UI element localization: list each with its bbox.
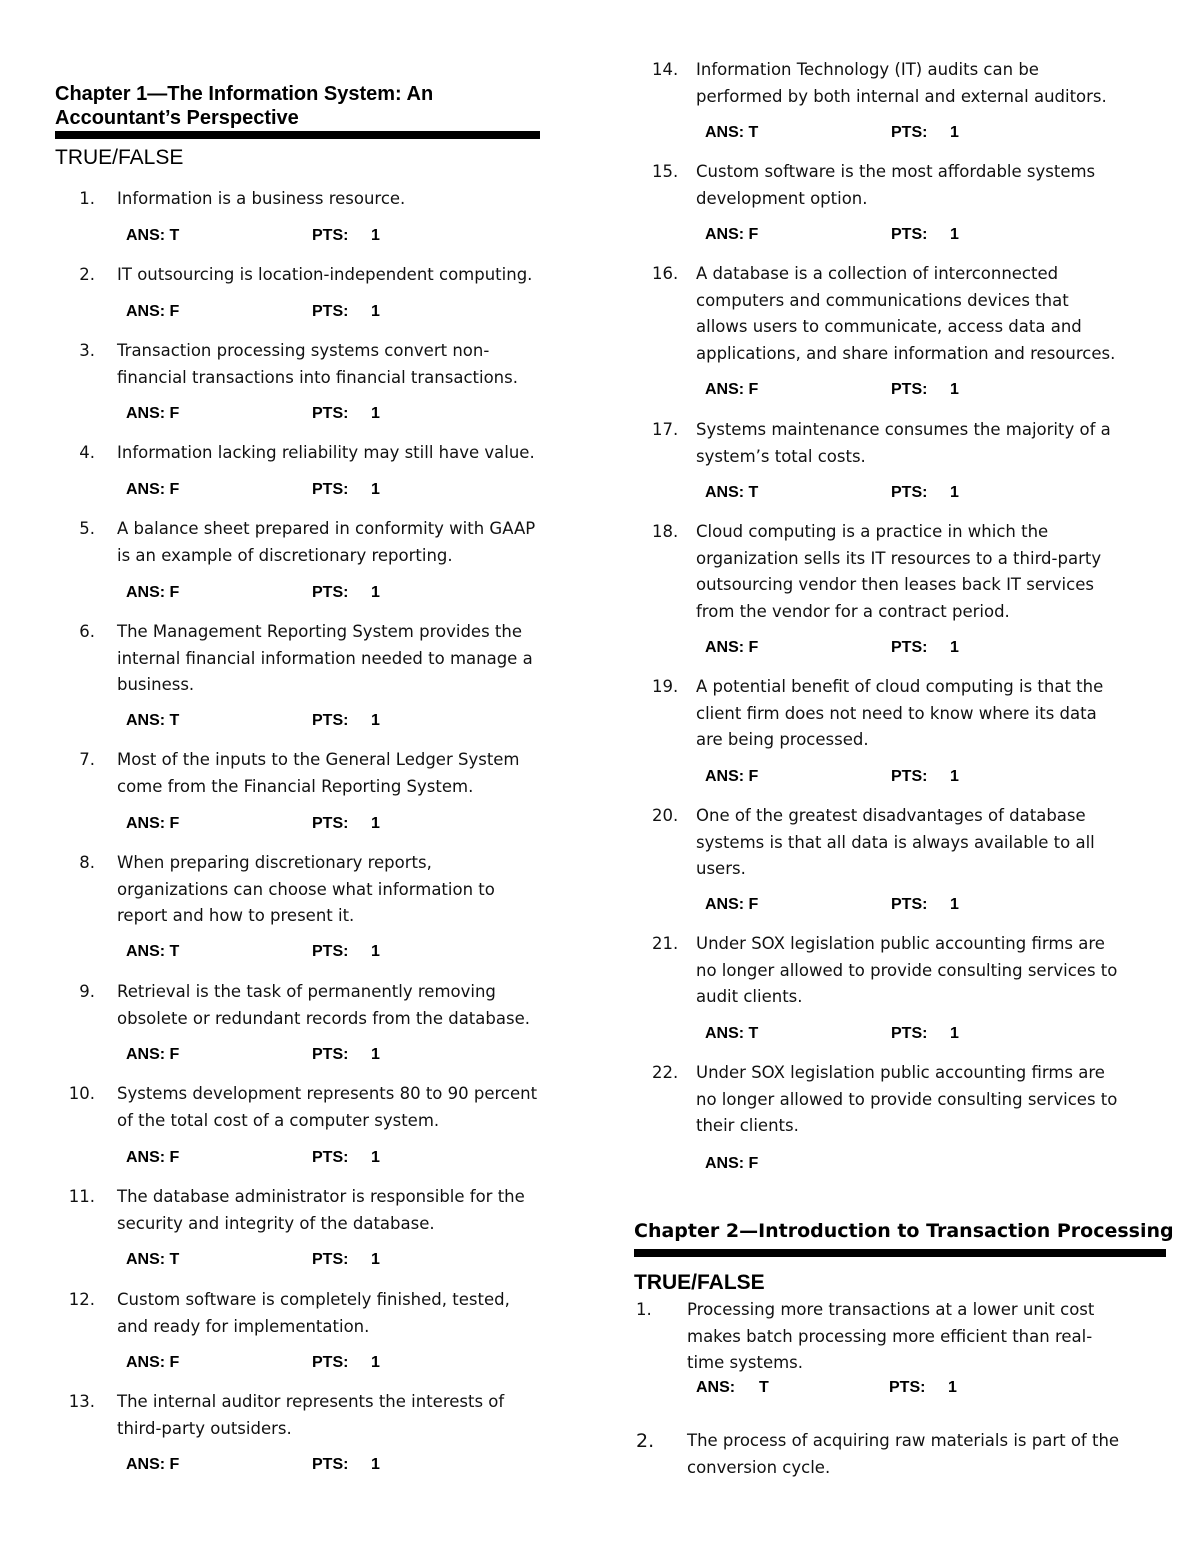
points-label: PTS:	[891, 124, 928, 141]
points-value: 1	[371, 1251, 380, 1268]
points-label: PTS:	[312, 303, 349, 320]
question-text-line: business.	[117, 675, 195, 694]
points-value: 1	[948, 1379, 957, 1396]
question-number: 16.	[652, 264, 679, 283]
question-number: 14.	[652, 60, 679, 79]
chapter-1-title-line-2: Accountant’s Perspective	[55, 107, 299, 129]
question-text-line: internal financial information needed to manage a	[117, 648, 533, 668]
question-number: 5.	[79, 519, 95, 538]
answer-value: ANS: T	[126, 712, 180, 729]
points-label: PTS:	[891, 381, 928, 398]
points-label: PTS:	[891, 896, 928, 913]
question-number: 1.	[79, 189, 95, 208]
question-text-line: security and integrity of the database.	[117, 1213, 435, 1233]
answer-value: ANS: F	[126, 303, 180, 320]
question-text-line: come from the Financial Reporting System.	[117, 776, 474, 796]
points-label: PTS:	[312, 1354, 349, 1371]
question-text-line: organizations can choose what information to	[117, 879, 495, 899]
question-number: 8.	[79, 853, 95, 872]
question-text-line: makes batch processing more efficient than real-	[687, 1326, 1093, 1346]
question-text-line: no longer allowed to provide consulting services to	[696, 1089, 1118, 1109]
question-text-line: allows users to communicate, access data and	[696, 317, 1082, 336]
question-text	[117, 850, 495, 930]
question-text-line: client firm does not need to know where its data	[696, 703, 1097, 723]
points-label: PTS:	[312, 815, 349, 832]
question-text-line: is an example of discretionary reporting.	[117, 545, 453, 565]
question-text-line: A balance sheet prepared in conformity with GAAP	[117, 519, 536, 538]
points-value: 1	[950, 381, 959, 398]
points-value: 1	[950, 896, 959, 913]
points-label: PTS:	[312, 1456, 349, 1473]
points-value: 1	[371, 943, 380, 960]
chapter-2-section-heading: TRUE/FALSE	[634, 1271, 765, 1294]
points-value: 1	[950, 768, 959, 785]
answer-value: ANS: T	[705, 484, 759, 501]
question-text	[696, 261, 1115, 367]
question-text	[696, 57, 1107, 110]
points-value: 1	[371, 227, 380, 244]
question-text-line: Custom software is the most affordable systems	[696, 162, 1096, 181]
answer-value: ANS: F	[126, 1149, 180, 1166]
question-text-line: computers and communications devices that	[696, 290, 1069, 310]
question-number: 15.	[652, 162, 679, 181]
answer-value: ANS: F	[705, 1155, 759, 1172]
question-text	[696, 674, 1103, 754]
chapter-1-section-heading: TRUE/FALSE	[55, 146, 184, 169]
question-number: 2.	[636, 1430, 655, 1452]
question-text-line: performed by both internal and external auditors.	[696, 86, 1107, 106]
points-value: 1	[371, 1456, 380, 1473]
chapter-2-title: Chapter 2—Introduction to Transaction Processing	[634, 1220, 1174, 1242]
question-text-line: Systems development represents 80 to 90 percent	[117, 1084, 538, 1103]
question-text	[696, 803, 1095, 883]
points-label: PTS:	[891, 1025, 928, 1042]
question-text-line: conversion cycle.	[687, 1457, 831, 1477]
question-text-line: Processing more transactions at a lower unit cost	[687, 1300, 1095, 1319]
question-text-line: systems is that all data is always available to all	[696, 832, 1095, 852]
points-label: PTS:	[312, 481, 349, 498]
points-value: 1	[371, 405, 380, 422]
question-text	[117, 1184, 525, 1237]
question-text	[117, 186, 405, 213]
question-text	[687, 1297, 1094, 1377]
answer-value: ANS: T	[126, 227, 180, 244]
question-number: 20.	[652, 806, 679, 825]
question-number: 9.	[79, 982, 95, 1001]
points-label: PTS:	[312, 227, 349, 244]
points-value: 1	[371, 584, 380, 601]
question-text	[117, 1081, 537, 1134]
points-label: PTS:	[312, 1149, 349, 1166]
points-label: PTS:	[891, 768, 928, 785]
question-text-line: no longer allowed to provide consulting services to	[696, 960, 1118, 980]
question-text-line: The process of acquiring raw materials is part of the	[687, 1431, 1120, 1450]
question-text	[696, 159, 1095, 212]
question-text-line: Information is a business resource.	[117, 189, 406, 208]
answer-value: ANS: F	[705, 226, 759, 243]
points-label: PTS:	[891, 639, 928, 656]
question-text	[117, 440, 535, 467]
question-text-line: organization sells its IT resources to a third-party	[696, 548, 1102, 568]
question-text	[117, 338, 518, 391]
question-text	[696, 417, 1111, 470]
points-value: 1	[950, 226, 959, 243]
answer-value: ANS: T	[126, 1251, 180, 1268]
question-text-line: Cloud computing is a practice in which the	[696, 522, 1049, 541]
question-text-line: outsourcing vendor then leases back IT services	[696, 575, 1094, 594]
question-text	[696, 1060, 1117, 1140]
question-text-line: third-party outsiders.	[117, 1418, 292, 1438]
question-text-line: Most of the inputs to the General Ledger System	[117, 750, 520, 769]
question-text-line: A potential benefit of cloud computing is that the	[696, 677, 1104, 696]
question-text-line: The database administrator is responsible for the	[117, 1187, 525, 1206]
question-text-line: Under SOX legislation public accounting firms are	[696, 934, 1105, 953]
question-number: 4.	[79, 443, 95, 462]
points-value: 1	[950, 639, 959, 656]
question-number: 18.	[652, 522, 679, 541]
points-value: 1	[950, 124, 959, 141]
points-label: PTS:	[891, 484, 928, 501]
points-value: 1	[371, 1354, 380, 1371]
question-number: 13.	[68, 1392, 95, 1411]
question-number: 17.	[652, 420, 679, 439]
question-text	[117, 262, 532, 289]
question-text-line: from the vendor for a contract period.	[696, 601, 1010, 621]
question-text-line: The Management Reporting System provides the	[117, 622, 522, 641]
answer-value: ANS: F	[126, 405, 180, 422]
question-text	[117, 516, 535, 569]
question-number: 10.	[68, 1084, 95, 1103]
question-number: 22.	[652, 1063, 679, 1082]
question-text-line: Transaction processing systems convert non-	[117, 341, 490, 360]
question-text-line: users.	[696, 859, 746, 878]
question-number: 19.	[652, 677, 679, 696]
question-number: 7.	[79, 750, 95, 769]
question-number: 21.	[652, 934, 679, 953]
question-text-line: The internal auditor represents the interests of	[117, 1392, 505, 1411]
answer-value: ANS: T	[126, 943, 180, 960]
points-value: 1	[371, 1046, 380, 1063]
points-value: 1	[371, 1149, 380, 1166]
answer-value: ANS: F	[126, 481, 180, 498]
answer-value: ANS: T	[705, 1025, 759, 1042]
answer-value: ANS: F	[126, 1456, 180, 1473]
question-text-line: audit clients.	[696, 987, 803, 1006]
answer-value: T	[759, 1379, 769, 1396]
answer-value: ANS: F	[705, 381, 759, 398]
points-value: 1	[950, 1025, 959, 1042]
question-text-line: Information lacking reliability may still have value.	[117, 443, 535, 462]
question-text	[117, 619, 533, 699]
question-number: 2.	[79, 265, 95, 284]
answer-value: ANS: T	[705, 124, 759, 141]
points-label: PTS:	[891, 226, 928, 243]
points-label: PTS:	[889, 1379, 926, 1396]
question-text-line: report and how to present it.	[117, 906, 355, 925]
question-text-line: of the total cost of a computer system.	[117, 1110, 440, 1130]
question-number: 1.	[636, 1300, 652, 1319]
question-text	[696, 519, 1101, 625]
points-value: 1	[371, 481, 380, 498]
question-text	[117, 979, 530, 1032]
question-text	[696, 931, 1117, 1011]
points-label: PTS:	[312, 712, 349, 729]
chapter-1-title	[55, 82, 433, 130]
question-text	[687, 1428, 1119, 1481]
question-text-line: are being processed.	[696, 730, 869, 749]
question-text-line: and ready for implementation.	[117, 1316, 370, 1336]
question-number: 12.	[68, 1290, 95, 1309]
question-text-line: Systems maintenance consumes the majority of a	[696, 420, 1111, 439]
points-value: 1	[950, 484, 959, 501]
question-text	[117, 1389, 504, 1442]
question-text-line: system’s total costs.	[696, 446, 866, 466]
answer-value: ANS: F	[705, 896, 759, 913]
question-text-line: When preparing discretionary reports,	[117, 853, 432, 872]
question-text-line: time systems.	[687, 1353, 804, 1372]
answer-value: ANS: F	[126, 1354, 180, 1371]
answer-value: ANS: F	[126, 815, 180, 832]
question-text-line: Retrieval is the task of permanently removing	[117, 982, 496, 1001]
question-text-line: obsolete or redundant records from the database.	[117, 1008, 530, 1028]
answer-value: ANS: F	[126, 584, 180, 601]
chapter-2-rule	[634, 1249, 1166, 1257]
question-text-line: applications, and share information and resources.	[696, 343, 1116, 363]
question-text-line: IT outsourcing is location-independent computing.	[117, 265, 533, 284]
question-text-line: their clients.	[696, 1116, 799, 1135]
question-number: 11.	[68, 1187, 95, 1206]
points-label: PTS:	[312, 584, 349, 601]
question-number: 6.	[79, 622, 95, 641]
answer-label: ANS:	[696, 1379, 736, 1396]
answer-value: ANS: F	[126, 1046, 180, 1063]
points-value: 1	[371, 712, 380, 729]
points-value: 1	[371, 303, 380, 320]
points-value: 1	[371, 815, 380, 832]
answer-value: ANS: F	[705, 768, 759, 785]
question-text	[117, 1287, 510, 1340]
answer-value: ANS: F	[705, 639, 759, 656]
question-text-line: Under SOX legislation public accounting firms are	[696, 1063, 1105, 1082]
question-text-line: financial transactions into financial transactions.	[117, 367, 518, 387]
question-number: 3.	[79, 341, 95, 360]
points-label: PTS:	[312, 1046, 349, 1063]
points-label: PTS:	[312, 405, 349, 422]
chapter-1-title-line-1: Chapter 1—The Information System: An	[55, 83, 434, 105]
chapter-1-rule	[55, 131, 540, 139]
points-label: PTS:	[312, 943, 349, 960]
question-text-line: development option.	[696, 188, 868, 208]
question-text-line: One of the greatest disadvantages of database	[696, 806, 1086, 825]
question-text-line: A database is a collection of interconnected	[696, 264, 1059, 283]
question-text-line: Information Technology (IT) audits can be	[696, 60, 1039, 79]
question-text	[117, 747, 520, 800]
points-label: PTS:	[312, 1251, 349, 1268]
question-text-line: Custom software is completely finished, tested,	[117, 1290, 510, 1309]
